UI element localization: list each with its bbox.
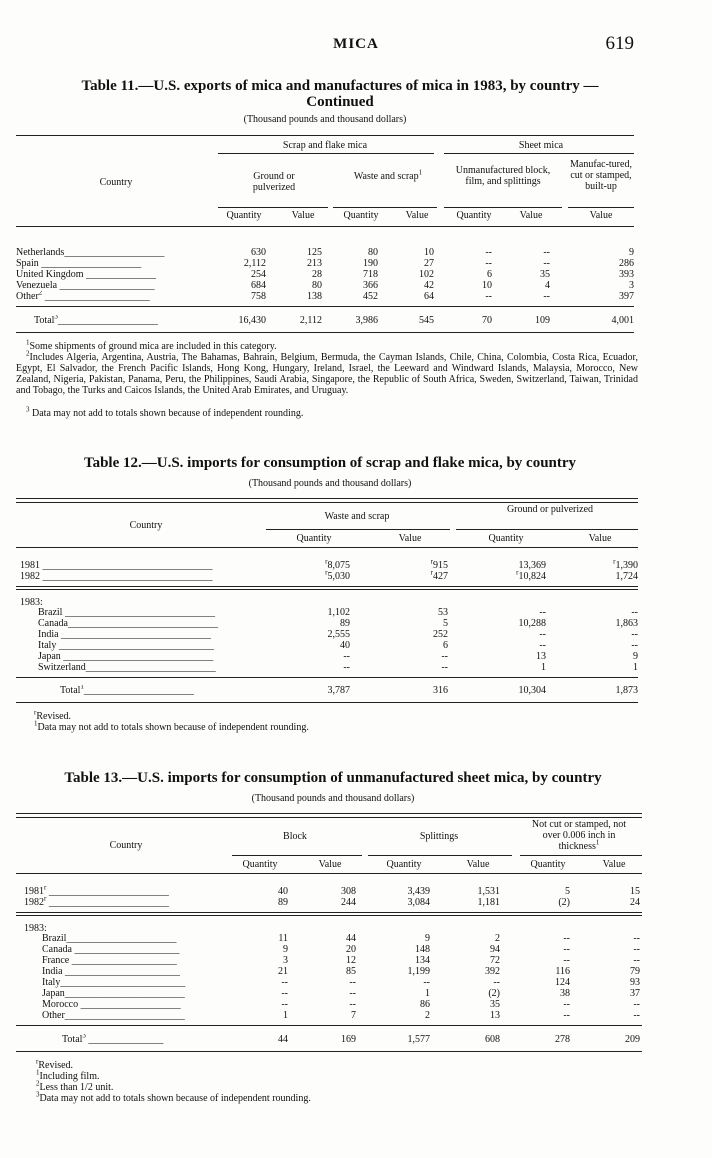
cell: 213 [307,258,322,269]
cell: 20 [346,944,356,955]
row-country: Switzerland__________________________ [38,662,216,673]
table-11-caption: Table 11.—U.S. exports of mica and manufactures of mica in 1983, by country —Continued [81,78,599,110]
cell: -- [349,977,356,988]
cell: 1 [283,1010,288,1021]
cell: -- [543,258,550,269]
row-country: Canada______________________________ [38,618,218,629]
cell: 21 [278,966,288,977]
cell: -- [343,662,350,673]
cell: -- [349,999,356,1010]
cell: 7 [351,1010,356,1021]
year-label: 1983: [24,923,47,934]
row-country: Italy _______________________________ [38,640,214,651]
t12-sub-val: Value [588,533,612,544]
row-country: Total$^1$______________________ [60,685,194,696]
cell: 366 [363,280,378,291]
cell: 15 [630,886,640,897]
cell: -- [633,944,640,955]
cell: $^r$427 [430,568,448,582]
t11-sub-val: Value [519,210,543,221]
cell: 209 [625,1034,640,1045]
t12-sub-val: Value [398,533,422,544]
table-13-subtitle: (Thousand pounds and thousand dollars) [251,793,415,804]
cell: 11 [278,933,288,944]
cell: -- [281,977,288,988]
footnote: $^3$Data may not add to totals shown because of independent rounding. [36,1090,311,1104]
cell: 80 [368,247,378,258]
cell: 35 [490,999,500,1010]
t11-col-manuf: Manufac-tured, cut or stamped, built-up [570,159,632,192]
cell: 138 [307,291,322,302]
t13-sub-val: Value [466,859,490,870]
cell: 718 [363,269,378,280]
cell: 40 [278,886,288,897]
table-11-subtitle: (Thousand pounds and thousand dollars) [243,114,407,125]
cell: 5 [443,618,448,629]
cell: 1,873 [615,685,638,696]
cell: 38 [560,988,570,999]
cell: 758 [251,291,266,302]
cell: 13 [490,1010,500,1021]
cell: 13 [536,651,546,662]
cell: 3 [629,280,634,291]
cell: 9 [283,944,288,955]
cell: 13,369 [518,560,546,571]
footnote: $^r$Revised. [36,1057,74,1071]
row-country: India ______________________________ [38,629,212,640]
cell: 44 [278,1034,288,1045]
cell: -- [281,999,288,1010]
cell: 452 [363,291,378,302]
footnote: $^1$Some shipments of ground mica are included in this category. [26,338,277,352]
footnote: $^1$Including film. [36,1068,100,1082]
footnote: $^2$Includes Algeria, Argentina, Austria, The Bahamas, Bahrain, Belgium, Bermuda, the Cayman Islands, Chile, China, Colombia, Costa Rica, Ecuador, Egypt, El Salvador, the French Pacific Islands, Hong Kong, Hungary, Ireland, Israel, the Leeward and Windward Islands, Malaysia, Morocco, New Zealand, Nigeria, Pakistan, Panama, Peru, the Philippines, Saudi Arabia, Singapore, the Republic of South Africa, Sweden, Switzerland, Taiwan, Trinidad and Tobago, the Turks and Caicos Islands, the United Arab Emirates, and Uruguay. [16,349,638,396]
row-country: 1982$^r$ ________________________ [24,897,169,908]
cell: 2 [425,1010,430,1021]
t11-group-scrap: Scrap and flake mica [282,140,368,151]
row-country: France _____________________ [42,955,177,966]
cell: -- [441,662,448,673]
cell: 190 [363,258,378,269]
cell: $^r$10,824 [516,568,546,582]
cell: -- [539,640,546,651]
cell: 608 [485,1034,500,1045]
cell: 70 [482,315,492,326]
cell: 85 [346,966,356,977]
cell: -- [493,977,500,988]
cell: -- [485,291,492,302]
cell: -- [563,933,570,944]
cell: 252 [433,629,448,640]
t11-sub-qty: Quantity [226,210,262,221]
cell: 1 [541,662,546,673]
cell: 148 [415,944,430,955]
cell: 254 [251,269,266,280]
row-country: Brazil ______________________________ [38,607,215,618]
row-country: 1981$^r$ ________________________ [24,886,169,897]
cell: 37 [630,988,640,999]
cell: -- [563,999,570,1010]
cell: -- [539,629,546,640]
cell: 1 [425,988,430,999]
cell: 1,577 [407,1034,430,1045]
cell: 124 [555,977,570,988]
t11-col-unmanuf: Unmanufactured block, film, and splittings [455,165,551,187]
cell: -- [633,999,640,1010]
cell: -- [631,629,638,640]
cell: -- [563,944,570,955]
table-12-subtitle: (Thousand pounds and thousand dollars) [248,478,412,489]
table-12-caption: Table 12.—U.S. imports for consumption of scrap and flake mica, by country [83,455,577,471]
cell: -- [343,651,350,662]
cell: 89 [278,897,288,908]
cell: -- [281,988,288,999]
cell: 3 [283,955,288,966]
row-country: Canada _____________________ [42,944,180,955]
t12-col-waste: Waste and scrap [324,511,390,522]
cell: -- [631,640,638,651]
cell: 116 [555,966,570,977]
cell: 24 [630,897,640,908]
cell: 3,084 [407,897,430,908]
t12-country-header: Country [129,520,163,531]
cell: 44 [346,933,356,944]
cell: 244 [341,897,356,908]
t11-sub-qty: Quantity [343,210,379,221]
row-country: Total$^3$ _______________ [62,1034,164,1045]
cell: -- [563,1010,570,1021]
cell: 27 [424,258,434,269]
cell: 6 [443,640,448,651]
t13-col-block: Block [283,831,307,842]
cell: -- [633,933,640,944]
t11-col-waste: Waste and scrap$^1$ [353,168,423,182]
cell: 1,199 [407,966,430,977]
row-country: 1981 __________________________________ [20,560,213,571]
cell: -- [539,607,546,618]
cell: 89 [340,618,350,629]
cell: 94 [490,944,500,955]
row-country: Venezuela ___________________ [16,280,155,291]
cell: -- [423,977,430,988]
cell: 93 [630,977,640,988]
cell: 1,863 [615,618,638,629]
page-number: 619 [605,33,634,54]
cell: -- [633,1010,640,1021]
cell: 393 [619,269,634,280]
cell: -- [441,651,448,662]
t13-col-split: Splittings [419,831,459,842]
table-13-caption: Table 13.—U.S. imports for consumption of unmanufactured sheet mica, by country [64,770,602,786]
cell: 9 [629,247,634,258]
year-label: 1983: [20,597,43,608]
footnote: $^r$Revised. [34,708,72,722]
t13-sub-qty: Quantity [242,859,278,870]
cell: -- [543,247,550,258]
t11-sub-val: Value [589,210,613,221]
running-title: MICA [333,36,379,52]
cell: 3,986 [355,315,378,326]
cell: 2,112 [299,315,322,326]
cell: 16,430 [238,315,266,326]
cell: 1,102 [327,607,350,618]
cell: 308 [341,886,356,897]
cell: 35 [540,269,550,280]
cell: 109 [535,315,550,326]
cell: 10 [424,247,434,258]
t11-country-header: Country [99,177,133,188]
t12-sub-qty: Quantity [488,533,524,544]
row-country: Spain ____________________ [16,258,142,269]
page-header [0,33,712,58]
cell: $^r$5,030 [325,568,350,582]
cell: 4 [545,280,550,291]
cell: -- [485,258,492,269]
cell: 10 [482,280,492,291]
row-country: 1982 __________________________________ [20,571,213,582]
cell: 392 [485,966,500,977]
cell: 125 [307,247,322,258]
footnote: $^1$Data may not add to totals shown because of independent rounding. [34,719,309,733]
row-country: Brazil______________________ [42,933,177,944]
cell: 630 [251,247,266,258]
cell: 10,304 [518,685,546,696]
cell: 545 [419,315,434,326]
cell: $^r$1,390 [613,557,638,571]
t12-col-ground: Ground or pulverized [506,504,594,515]
cell: 79 [630,966,640,977]
cell: 80 [312,280,322,291]
t13-sub-qty: Quantity [386,859,422,870]
cell: -- [563,955,570,966]
row-country: Total$^3$____________________ [34,315,158,326]
t12-sub-qty: Quantity [296,533,332,544]
cell: 1,531 [477,886,500,897]
t11-sub-val: Value [291,210,315,221]
cell: 102 [419,269,434,280]
cell: -- [543,291,550,302]
row-country: Morocco ____________________ [42,999,181,1010]
cell: 9 [633,651,638,662]
cell: 2 [495,933,500,944]
cell: 6 [487,269,492,280]
footnote: $^3$ Data may not add to totals shown because of independent rounding. [26,405,304,419]
cell: 397 [619,291,634,302]
cell: -- [485,247,492,258]
cell: 169 [341,1034,356,1045]
t13-sub-val: Value [602,859,626,870]
cell: 134 [415,955,430,966]
cell: 40 [340,640,350,651]
cell: $^r$915 [430,557,448,571]
cell: -- [631,607,638,618]
row-country: Netherlands____________________ [16,247,165,258]
cell: 28 [312,269,322,280]
t13-sub-qty: Quantity [530,859,566,870]
cell: 2,555 [327,629,350,640]
cell: 3,787 [327,685,350,696]
row-country: India _______________________ [42,966,181,977]
t11-sub-qty: Quantity [456,210,492,221]
cell: 12 [346,955,356,966]
t13-country-header: Country [109,840,143,851]
row-country: Japan ______________________________ [38,651,214,662]
cell: 53 [438,607,448,618]
cell: 42 [424,280,434,291]
row-country: United Kingdom ______________ [16,269,156,280]
t11-group-sheet: Sheet mica [518,140,564,151]
cell: 316 [433,685,448,696]
cell: 684 [251,280,266,291]
cell: 5 [565,886,570,897]
t11-col-ground: Ground or pulverized [252,171,296,193]
cell: 10,288 [518,618,546,629]
cell: 3,439 [407,886,430,897]
cell: 1,181 [477,897,500,908]
row-country: Other________________________ [42,1010,185,1021]
cell: -- [349,988,356,999]
row-country: Italy_________________________ [42,977,186,988]
cell: (2) [558,897,570,908]
t13-col-notcut: Not cut or stamped, not over 0.006 inch in thickness$^1$ [531,819,627,852]
row-country: Japan________________________ [42,988,185,999]
cell: 9 [425,933,430,944]
t11-sub-val: Value [405,210,429,221]
cell: 1 [633,662,638,673]
cell: 1,724 [615,571,638,582]
cell: -- [633,955,640,966]
footnote: $^2$Less than 1/2 unit. [36,1079,114,1093]
cell: 86 [420,999,430,1010]
cell: (2) [488,988,500,999]
cell: $^r$8,075 [325,557,350,571]
cell: 2,112 [243,258,266,269]
cell: 278 [555,1034,570,1045]
cell: 4,001 [611,315,634,326]
cell: 64 [424,291,434,302]
cell: 72 [490,955,500,966]
row-country: Other$^2$ _____________________ [16,291,150,302]
t13-sub-val: Value [318,859,342,870]
cell: 286 [619,258,634,269]
